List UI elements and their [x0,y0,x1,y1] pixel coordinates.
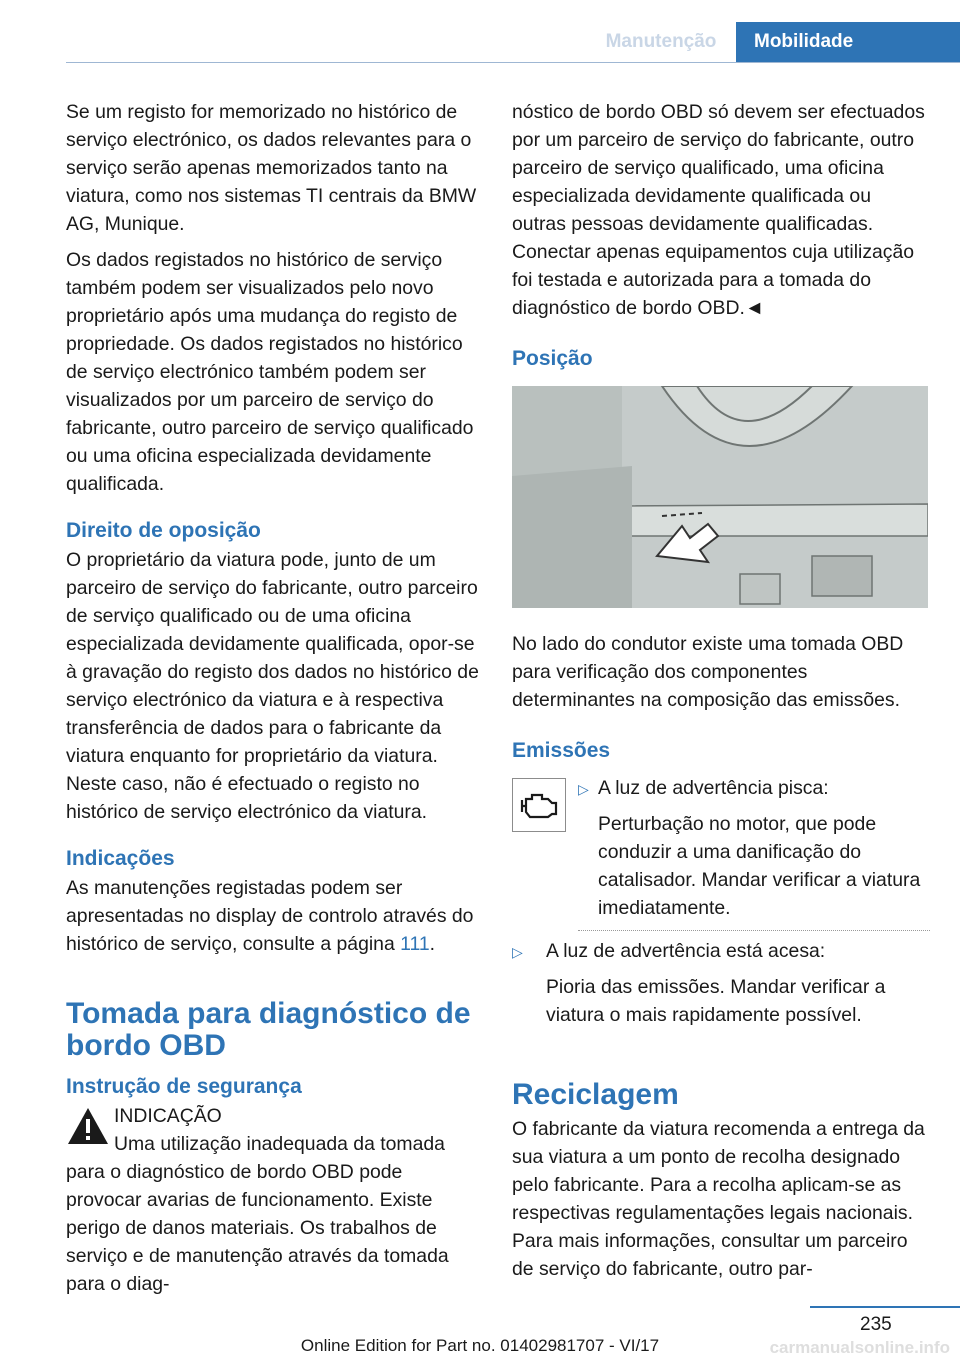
triangle-bullet-icon: ▷ [578,781,589,797]
paragraph-historico: Se um registo for memorizado no histórico de serviço electrónico, os dados relevantes para o serviço serão apenas memorizados tanto na viatura, como nos sistemas TI centrais da BMW AG, Munique. [66,101,477,235]
warning-text-body: Uma utilização inadequada da tomada para o diagnóstico de bordo OBD pode provocar avarias de funcionamento. Existe perigo de danos materiais. Os trabalhos de serviço e de manutenção através da tomada para o diag- [66,1133,449,1295]
paragraph-visualizacao: Os dados registados no histórico de serviço também podem ser visualizados pelo novo proprietário após uma mudança do registo de propriedade. Os dados registados no histórico de serviço electrónico também podem ser visualizados por um parceiro de serviço do fabricante, outro parceiro de serviço qualificado ou uma oficina especializada devidamente qualificada. [66,249,474,495]
emission-item-acesa [512,937,930,1029]
right-column [512,98,930,1291]
tab-manutencao[interactable]: Manutenção [586,22,736,62]
check-engine-icon-box [512,778,566,832]
heading-posicao: Posição [512,347,593,370]
emission-desc-pisca: Perturbação no motor, que pode conduzir a uma danificação do catalisador. Mandar verificar a viatura imediatamente. [598,813,921,919]
header-divider [66,62,960,63]
indicacoes-period: . [429,933,436,955]
page-header [0,22,960,62]
tab-mobilidade[interactable]: Mobilidade [736,22,960,62]
heading-emissoes: Emissões [512,739,611,762]
warning-triangle-icon [66,1106,110,1146]
paragraph-continuacao: nóstico de bordo OBD só devem ser efectuados por um parceiro de serviço do fabricante, outro parceiro de serviço qualificado, uma oficina especializada devidamente qualificada ou outras pessoas devidamente qualificadas. Conectar apenas equipamentos cuja utilização foi testada e autorizada para a tomada do diagnóstico de bordo OBD.◄ [512,101,925,319]
emission-title-acesa: A luz de advertência está acesa: [546,940,826,962]
emission-title-pisca: A luz de advertência pisca: [598,777,829,799]
heading-tomada-obd: Tomada para diagnóstico de bordo OBD [66,997,471,1062]
triangle-bullet-icon: ▷ [512,944,523,960]
emission-desc-acesa: Pioria das emissões. Mandar verificar a viatura o mais rapidamente possível. [546,976,886,1026]
paragraph-posicao: No lado do condutor existe uma tomada OBD para verificação dos componentes determinantes na composição das emissões. [512,633,904,711]
divider-dotted [578,930,930,931]
left-column [66,98,480,1306]
watermark: carmanualsonline.info [769,1338,950,1357]
paragraph-oposicao: O proprietário da viatura pode, junto de um parceiro de serviço do fabricante, outro parceiro de serviço qualificado ou de uma oficina especializada devidamente qualificada, opor-se à gravação do registo dos dados no histórico de serviço electrónico da viatura e à respectiva transferência de dados para o fabricante da viatura enquanto for proprietário da viatura. Neste caso, não é efectuado o registo no histórico de serviço electrónico da viatura. [66,549,479,823]
warning-block [66,1102,480,1298]
footer-divider [810,1306,960,1308]
check-engine-icon [518,790,560,820]
edition-text: Online Edition for Part no. 01402981707 - VI/17 [300,1336,660,1355]
emission-text-acesa [546,937,930,1029]
emission-item-pisca [512,774,930,922]
paragraph-reciclagem: O fabricante da viatura recomenda a entrega da sua viatura a um ponto de recolha designado pelo fabricante. Para a recolha aplicam-se as respectivas regulamentações legais nacionais. Para mais informações, consultar um parceiro de serviço do fabricante, outro par- [512,1118,925,1280]
warning-heading: INDICAÇÃO [114,1105,222,1127]
page-link-111[interactable]: 111 [400,933,430,955]
warning-text [66,1130,480,1298]
indicacoes-text: As manutenções registadas podem ser apresentadas no display de controlo através do histórico de serviço, consulte a página [66,877,474,955]
paragraph-indicacoes [66,874,480,958]
page-number: 235 [860,1314,892,1335]
obd-position-figure [512,386,928,608]
heading-indicacoes: Indicações [66,847,175,870]
heading-instrucao-seguranca: Instrução de segurança [66,1075,302,1098]
emission-text-pisca [598,774,930,922]
heading-direito-oposicao: Direito de oposição [66,519,261,542]
heading-reciclagem: Reciclagem [512,1078,679,1111]
